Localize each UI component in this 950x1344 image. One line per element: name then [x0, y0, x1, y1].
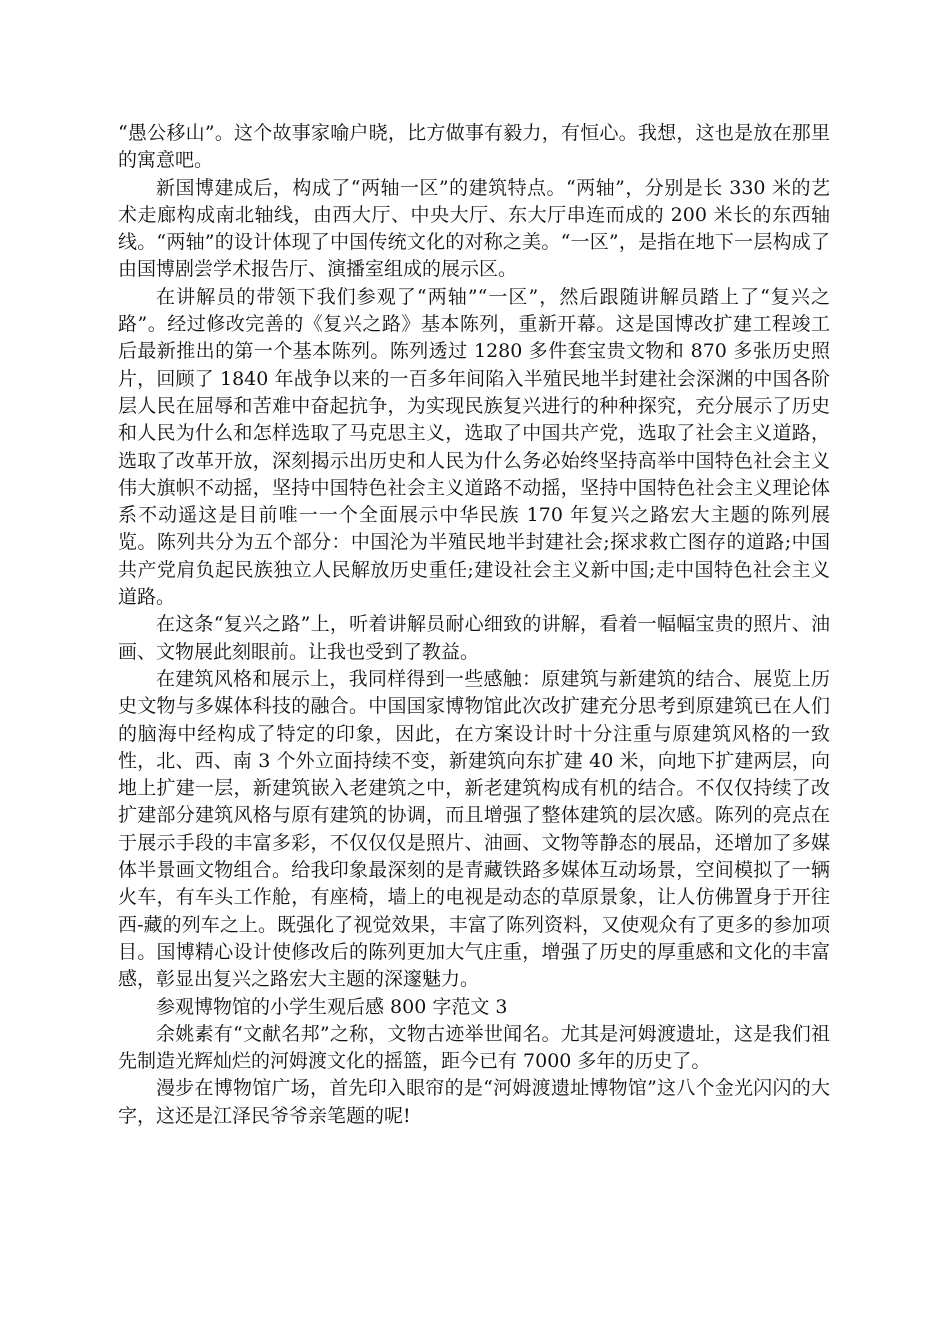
paragraph-2: 新国博建成后，构成了“两轴一区”的建筑特点。“两轴”，分别是长 330 米的艺术走廊构成南北轴线，由西大厅、中央大厅、东大厅串连而成的 200 米长的东西轴线。“两轴”的设计体现了中国传统文化的对称之美。“一区”，是指在地下一层构成了由国博剧尝学术报告厅、演播室组成的展示区。: [118, 176, 830, 281]
paragraph-3: 在讲解员的带领下我们参观了“两轴”“一区”，然后跟随讲解员踏上了“复兴之路”。经过修改完善的《复兴之路》基本陈列，重新开幕。这是国博改扩建工程竣工后最新推出的第一个基本陈列。陈列透过 1280 多件套宝贵文物和 870 多张历史照片，回顾了 1840 年战争以来的一百多年间陷入半殖民地半封建社会深渊的中国各阶层人民在屈辱和苦难中奋起抗争，为实现民族复兴进行的种种探究，充分展示了历史和人民为什么和怎样选取了马克思主义，选取了中国共产党，选取了社会主义道路，选取了改革开放，深刻揭示出历史和人民为什么务必始终坚持高举中国特色社会主义伟大旗帜不动摇，坚持中国特色社会主义道路不动摇，坚持中国特色社会主义理论体系不动遥这是目前唯一一个全面展示中华民族 170 年复兴之路宏大主题的陈列展览。陈列共分为五个部分：中国沦为半殖民地半封建社会;探求救亡图存的道路;中国共产党肩负起民族独立人民解放历史重任;建设社会主义新中国;走中国特色社会主义道路。: [118, 285, 830, 609]
section-paragraph-1: 余姚素有“文献名邦”之称，文物古迹举世闻名。尤其是河姆渡遗址，这是我们祖先制造光辉灿烂的河姆渡文化的摇篮，距今已有 7000 多年的历史了。: [118, 1022, 830, 1073]
paragraph-4: 在这条“复兴之路”上，听着讲解员耐心细致的讲解，看着一幅幅宝贵的照片、油画、文物展此刻眼前。让我也受到了教益。: [118, 613, 830, 663]
paragraph-5: 在建筑风格和展示上，我同样得到一些感触：原建筑与新建筑的结合、展览上历史文物与多媒体科技的融合。中国国家博物馆此次改扩建充分思考到原建筑已在人们的脑海中经构成了特定的印象，因此，在方案设计时十分注重与原建筑风格的一致性，北、西、南 3 个外立面持续不变，新建筑向东扩建 40 米，向地下扩建两层，向地上扩建一层，新建筑嵌入老建筑之中，新老建筑构成有机的结合。不仅仅持续了改扩建部分建筑风格与原有建筑的协调，而且增强了整体建筑的层次感。陈列的亮点在于展示手段的丰富多彩，不仅仅仅是照片、油画、文物等静态的展品，还增加了多媒体半景画文物组合。给我印象最深刻的是青藏铁路多媒体互动场景，空间模拟了一辆火车，有车头工作舱，有座椅，墙上的电视是动态的草原景象，让人仿佛置身于开往西-藏的列车之上。既强化了视觉效果，丰富了陈列资料，又使观众有了更多的参加项目。国博精心设计使修改后的陈列更加大气庄重，增强了历史的厚重感和文化的丰富感，彰显出复兴之路宏大主题的深邃魅力。: [118, 667, 830, 991]
document-page: [118, 120, 830, 1130]
section-paragraph-2: 漫步在博物馆广场，首先印入眼帘的是“河姆渡遗址博物馆”这八个金光闪闪的大字，这还是江泽民爷爷亲笔题的呢!: [118, 1077, 830, 1127]
section-title: 参观博物馆的小学生观后感 800 字范文 3: [156, 995, 508, 1018]
paragraph-1: “愚公移山”。这个故事家喻户晓，比方做事有毅力，有恒心。我想，这也是放在那里的寓意吧。: [118, 122, 830, 172]
